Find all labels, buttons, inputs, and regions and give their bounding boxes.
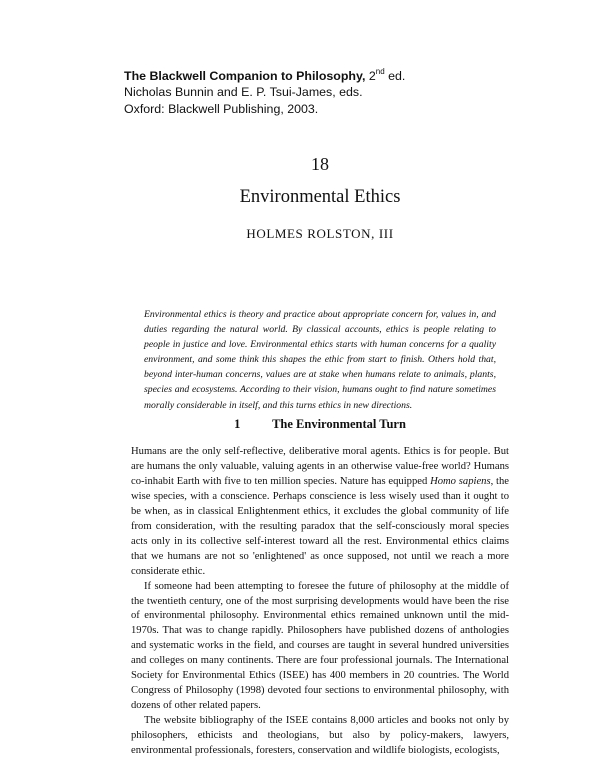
chapter-title: Environmental Ethics [239, 187, 401, 207]
body-paragraph-3: The website bibliography of the ISEE contains 8,000 articles and books not only by philosophers, ethicists and theologians, but also by policy-makers, lawyers, environmental professionals, foresters, conservation and wildlife biologists, ecologists, [131, 715, 509, 757]
edition-suffix: ed. [384, 69, 406, 83]
edition-number: 2 [365, 69, 376, 83]
citation-book-line [124, 68, 564, 84]
abstract [144, 307, 496, 413]
section-number: 1 [234, 417, 241, 431]
body-paragraph-2: If someone had been attempting to foresee the future of philosophy at the middle of the twentieth century, one of the most surprising developments would have been the rise of environmental philosophy. Environmental ethics remained unknown until the mid-1970s. That was to change rapidly. Philosophers have published dozens of anthologies and systematic works in the field, and courses are taught in several hundred universities and colleges on many continents. There are four professional journals. The International Society for Environmental Ethics (ISEE) has 400 members in 20 countries. The World Congress of Philosophy (1998) devoted four sections to environmental philosophy, with dozens of other related papers. [131, 580, 509, 712]
chapter-number: 18 [311, 154, 329, 174]
citation-editors: Nicholas Bunnin and E. P. Tsui-James, eds. [124, 85, 363, 100]
body-paragraph-1 [131, 445, 509, 580]
citation-block [124, 68, 564, 117]
body-paragraph-1-text-b: , the wise species, with a conscience. Perhaps conscience is less wisely used than it ought to be when, as in classical Enlightenment ethics, it excludes the global community of life from consideration, with the resulting paradox that the self-consciously moral species acts only in its collective self-interest toward all the rest. Environmental ethics claims that we humans are not so 'enlightened' as once supposed, not until we reach a more considerate ethic. [131, 475, 509, 577]
body-text [131, 445, 509, 759]
species-name-italic: Homo sapiens [430, 475, 491, 487]
citation-publisher: Oxford: Blackwell Publishing, 2003. [124, 101, 319, 116]
section-title: The Environmental Turn [272, 417, 406, 431]
chapter-author: HOLMES ROLSTON, III [246, 226, 394, 241]
edition-superscript: nd [375, 66, 385, 76]
body-paragraph-1-text-a: Humans are the only self-reflective, deliberative moral agents. Ethics is for people. But are humans the only valuable, valuing agents in an otherwise value-free world? Humans co-inhabit Earth with five to ten million species. Nature has equipped [131, 446, 509, 487]
abstract-text: Environmental ethics is theory and practice about appropriate concern for, values in, and duties regarding the natural world. By classical accounts, ethics is people relating to people in justice and love. Environmental ethics starts with human concerns for a quality environment, and some think this shapes the ethic from start to finish. Others hold that, beyond inter-human concerns, values are at stake when humans relate to animals, plants, species and ecosystems. According to their vision, humans ought to find nature sometimes morally considerable in itself, and this turns ethics in new directions. [144, 309, 496, 411]
section-heading [0, 417, 600, 432]
book-title: The Blackwell Companion to Philosophy, [124, 69, 366, 83]
